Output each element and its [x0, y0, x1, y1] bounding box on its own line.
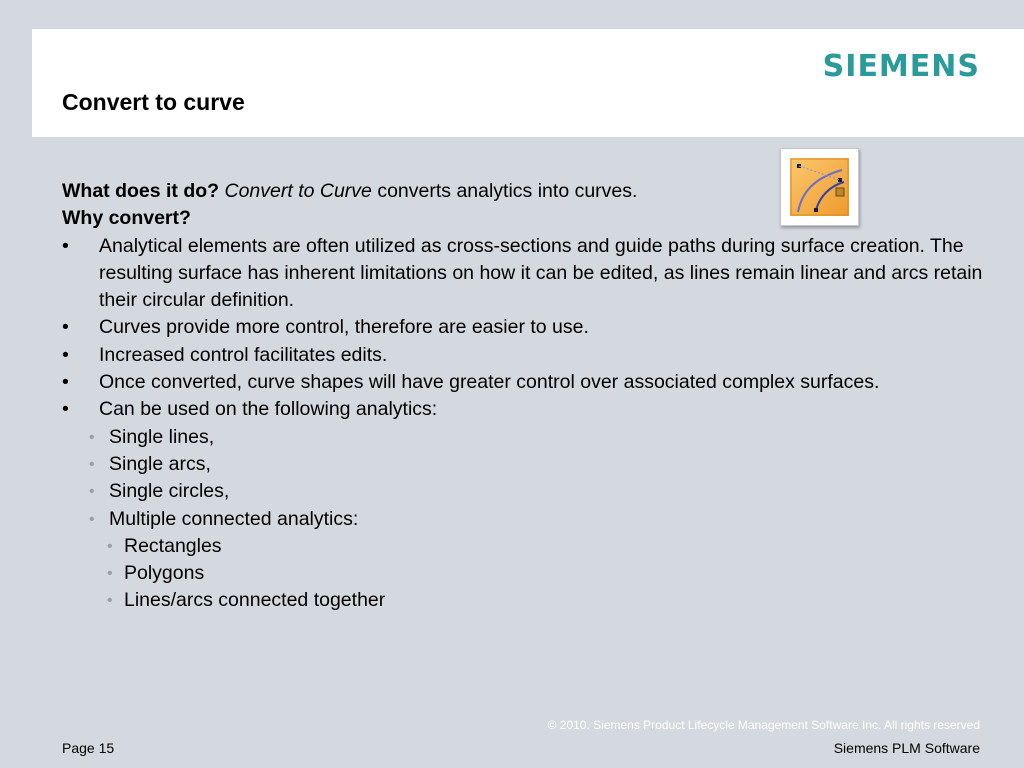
bullet-item [62, 342, 992, 369]
sub-bullet-text: Single lines, [109, 425, 215, 448]
sub-sub-bullet-item [87, 533, 992, 560]
bullet-item [62, 396, 992, 423]
sub-sub-bullet-wrapper [72, 533, 992, 615]
bullet-text: Increased control facilitates edits. [99, 343, 388, 366]
bullet-text: Once converted, curve shapes will have greater control over associated complex surfaces. [99, 371, 880, 394]
siemens-logo: SIEMENS [822, 49, 980, 84]
sub-bullet-text: Single arcs, [109, 452, 211, 475]
sub-sub-bullet-text: Rectangles [124, 534, 222, 557]
bullet-marker: • [62, 343, 69, 366]
sub-sub-bullet-text: Polygons [124, 562, 205, 585]
bullet-item [62, 314, 992, 341]
footer-brand: Siemens PLM Software [833, 740, 980, 756]
what-does-it-do-line [62, 178, 992, 205]
sub-bullet-marker: • [89, 483, 95, 501]
bullet-marker: • [62, 398, 69, 421]
sub-sub-bullet-item [87, 587, 992, 614]
bullet-marker: • [62, 316, 69, 339]
sub-bullet-marker: • [89, 510, 95, 528]
bullet-text: Can be used on the following analytics: [99, 398, 438, 421]
answer-text: converts analytics into curves. [371, 180, 638, 202]
bullet-item [62, 233, 992, 315]
bullet-item [62, 369, 992, 396]
sub-bullet-item [72, 451, 992, 478]
sub-bullet-item [72, 478, 992, 505]
sub-bullet-item [72, 424, 992, 451]
sub-bullet-text: Single circles, [109, 480, 230, 503]
why-convert-heading: Why convert? [62, 207, 191, 230]
tool-name: Convert to Curve [224, 180, 372, 202]
sub-sub-bullet-text: Lines/arcs connected together [124, 589, 386, 612]
sub-sub-bullet-item [87, 560, 992, 587]
bullet-marker: • [62, 234, 69, 257]
bullet-text: Curves provide more control, therefore are easier to use. [99, 316, 589, 339]
sub-sub-bullet-marker: • [107, 565, 113, 583]
sub-bullet-item [72, 506, 992, 533]
sub-bullet-text: Multiple connected analytics: [109, 507, 359, 530]
sub-bullet-list [72, 424, 992, 533]
sub-sub-bullet-marker: • [107, 537, 113, 555]
page-number: Page 15 [62, 740, 115, 756]
bullet-marker: • [62, 371, 69, 394]
header-band [32, 29, 1024, 137]
question-label: What does it do? [62, 180, 220, 202]
bullet-text: Analytical elements are often utilized as cross-sections and guide paths during surface creation. The resulting surface has inherent limitations on how it can be edited, as lines remain linear and arcs retain their circular definition. [99, 234, 983, 312]
sub-sub-bullet-list [87, 533, 992, 615]
sub-sub-bullet-marker: • [107, 592, 113, 610]
sub-bullet-marker: • [89, 455, 95, 473]
slide-content [62, 178, 992, 615]
sub-bullet-marker: • [89, 428, 95, 446]
slide-title: Convert to curve [62, 89, 245, 115]
sub-sub-bullet-container [72, 533, 992, 615]
copyright-notice: © 2010. Siemens Product Lifecycle Management Software Inc. All rights reserved [547, 718, 980, 732]
bullet-list [62, 233, 992, 424]
